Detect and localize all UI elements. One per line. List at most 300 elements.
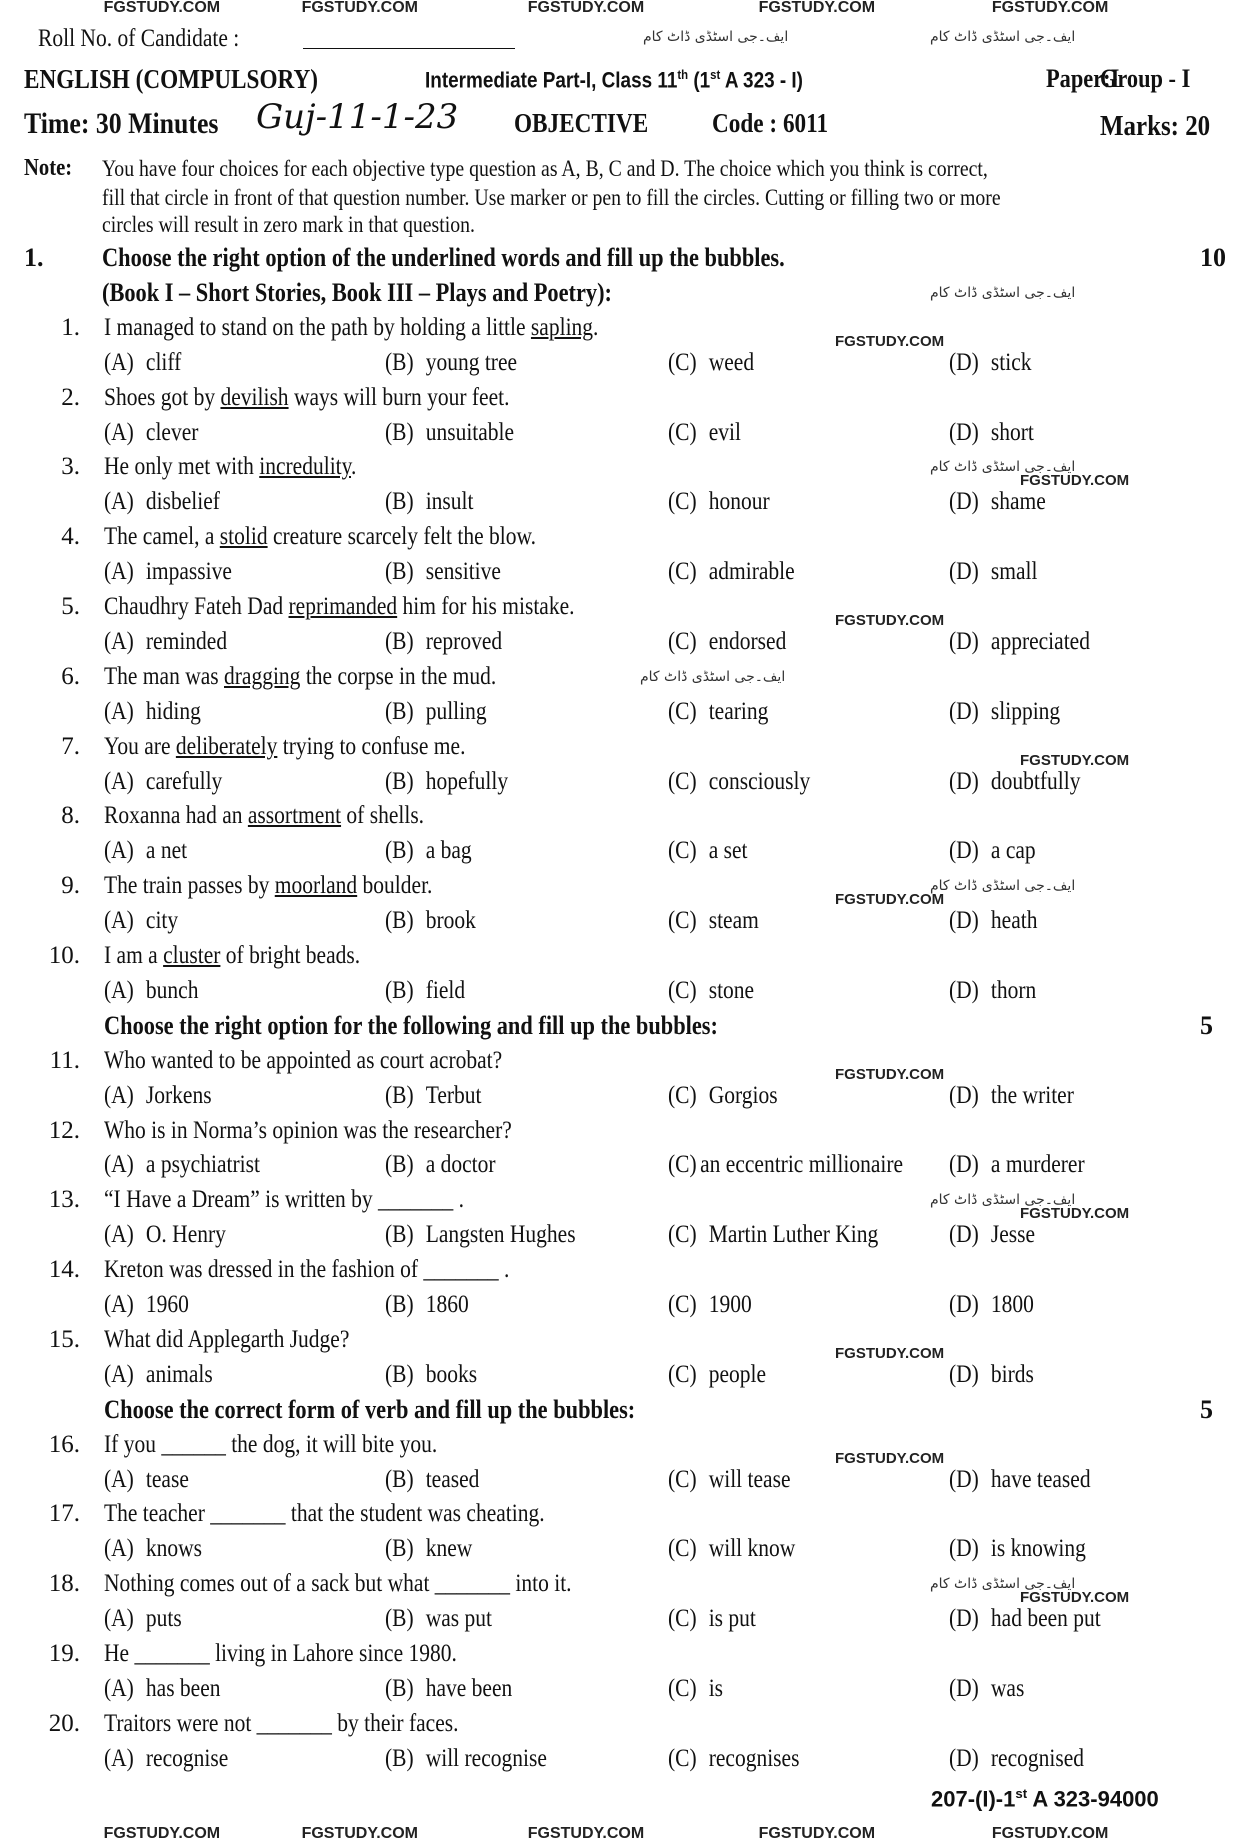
question-number: 17.: [48, 1500, 80, 1528]
answer-option[interactable]: [668, 1746, 821, 1771]
answer-option[interactable]: [668, 1083, 795, 1108]
question-text-post: .: [351, 453, 357, 481]
option-text: field: [425, 976, 466, 1004]
section-heading: [104, 1010, 818, 1040]
question-text-inner: [104, 454, 356, 479]
answer-option[interactable]: [104, 1606, 194, 1631]
answer-option[interactable]: [949, 908, 1052, 933]
option-text: recognises: [708, 1744, 800, 1772]
paper-code: Code : 6011: [712, 108, 829, 138]
section-heading-text: Choose the right option of the underlined words and fill up the bubbles.: [102, 243, 785, 272]
answer-option[interactable]: [104, 1362, 230, 1387]
question-text: [104, 1327, 389, 1352]
question-text-post: boulder.: [357, 872, 433, 900]
question-number: 15.: [48, 1325, 80, 1353]
subject-title: ENGLISH (COMPULSORY): [24, 64, 318, 94]
answer-option[interactable]: [949, 1083, 1094, 1108]
question-text-pre: He _______ living in Lahore since 1980.: [104, 1640, 457, 1667]
question-text-inner: [104, 315, 598, 340]
answer-option[interactable]: [104, 1222, 246, 1247]
answer-option[interactable]: [668, 559, 815, 584]
answer-option-inner: [949, 908, 1037, 933]
option-text: thorn: [990, 976, 1037, 1004]
answer-option[interactable]: [668, 978, 768, 1003]
option-text: people: [708, 1360, 767, 1388]
answer-option-inner: [385, 1467, 479, 1492]
answer-option-inner: [104, 489, 220, 514]
question-number: 7.: [61, 732, 80, 760]
option-label: (A): [104, 1291, 134, 1318]
option-label: (C): [668, 1535, 697, 1563]
answer-option[interactable]: [949, 1152, 1107, 1177]
answer-option[interactable]: [949, 1222, 1049, 1247]
option-label: (A): [104, 1151, 134, 1179]
answer-option[interactable]: [668, 699, 785, 724]
answer-option[interactable]: [949, 629, 1113, 654]
option-label: (C): [668, 767, 697, 795]
option-text: slipping: [990, 697, 1061, 725]
answer-option[interactable]: [668, 629, 806, 654]
section-heading: [104, 1394, 722, 1424]
option-text: 1900: [708, 1291, 752, 1318]
option-label: (C): [668, 488, 697, 516]
question-number: 13.: [48, 1186, 80, 1214]
answer-option[interactable]: [949, 1362, 1048, 1387]
question-number: 3.: [61, 453, 80, 481]
answer-option-inner: [385, 1606, 492, 1631]
option-text: recognised: [990, 1744, 1085, 1772]
answer-option-inner: [385, 629, 502, 654]
watermark-urdu: ایف۔جی اسٹڈی ڈاٹ کام: [930, 284, 1076, 301]
underlined-word: moorland: [274, 872, 358, 900]
answer-option[interactable]: [949, 559, 1052, 584]
question-number: 19.: [48, 1640, 80, 1667]
answer-option[interactable]: [385, 838, 486, 863]
answer-option-inner: [104, 1292, 189, 1317]
option-text: 1960: [145, 1291, 189, 1318]
answer-option[interactable]: [385, 1606, 509, 1631]
answer-option-inner: [104, 838, 187, 863]
answer-option-inner: [104, 1676, 221, 1701]
option-label: (B): [385, 558, 414, 586]
answer-option-inner: [104, 629, 227, 654]
underlined-word: incredulity: [259, 453, 352, 481]
answer-option[interactable]: [949, 978, 1051, 1003]
answer-option[interactable]: [104, 1536, 218, 1561]
answer-option[interactable]: [104, 1292, 203, 1317]
option-text: had been put: [990, 1605, 1101, 1633]
answer-option[interactable]: [668, 838, 760, 863]
roll-number-field[interactable]: [303, 48, 515, 49]
option-text: pulling: [425, 697, 487, 725]
option-label: (B): [385, 697, 414, 725]
answer-option[interactable]: [385, 699, 503, 724]
answer-option-inner: [668, 629, 786, 654]
answer-option[interactable]: [949, 1606, 1125, 1631]
option-label: (C): [668, 907, 697, 935]
answer-option[interactable]: [385, 1292, 482, 1317]
option-text: is knowing: [990, 1535, 1086, 1563]
question-text-post: of shells.: [341, 802, 425, 830]
answer-option[interactable]: [949, 838, 1050, 863]
answer-option-inner: [104, 699, 201, 724]
answer-option-inner: [668, 1222, 878, 1247]
answer-option[interactable]: [949, 769, 1102, 794]
option-label: (D): [949, 837, 979, 865]
question-text-inner: [104, 1048, 502, 1073]
question-text: [104, 315, 679, 340]
question-text-post: .: [593, 313, 599, 341]
answer-option-inner: [949, 1676, 1024, 1701]
option-label: (A): [104, 907, 134, 935]
option-label: (A): [104, 348, 134, 376]
answer-option-inner: [949, 629, 1090, 654]
answer-option[interactable]: [385, 978, 478, 1003]
answer-option-inner: [385, 1222, 576, 1247]
answer-option[interactable]: [385, 908, 491, 933]
option-label: (B): [385, 1535, 414, 1563]
answer-option[interactable]: [668, 489, 786, 514]
question-number: 9.: [61, 872, 80, 900]
option-text: Jorkens: [145, 1081, 212, 1109]
option-text: was put: [425, 1605, 492, 1633]
question-text-pre: The camel, a: [104, 523, 220, 551]
answer-option[interactable]: [949, 420, 1048, 445]
question-text-pre: Who wanted to be appointed as court acrobat?: [104, 1046, 503, 1074]
answer-option[interactable]: [104, 629, 247, 654]
option-label: (C): [668, 1151, 697, 1179]
option-text: have teased: [990, 1465, 1091, 1493]
option-text: cliff: [145, 348, 182, 376]
option-text: carefully: [145, 767, 223, 795]
answer-option-inner: [949, 838, 1036, 863]
answer-option-inner: [104, 1467, 189, 1492]
watermark-text: FGSTUDY.COM: [1020, 1205, 1130, 1223]
answer-option[interactable]: [104, 420, 214, 445]
watermark-text: FGSTUDY.COM: [835, 1344, 945, 1362]
option-label: (D): [949, 1360, 979, 1388]
question-text: [104, 1641, 514, 1666]
option-label: (B): [385, 1081, 414, 1109]
question-text-inner: [104, 1257, 509, 1282]
answer-option[interactable]: [385, 1222, 607, 1247]
answer-option-inner: [949, 699, 1060, 724]
question-text: [104, 1187, 523, 1212]
question-text: [104, 1711, 516, 1736]
option-label: (D): [949, 1744, 979, 1772]
answer-option-inner: [668, 1467, 790, 1492]
option-text: steam: [708, 907, 759, 935]
answer-option[interactable]: [949, 1676, 1037, 1701]
answer-option[interactable]: [949, 1746, 1106, 1771]
option-label: (B): [385, 488, 414, 516]
answer-option-inner: [668, 769, 810, 794]
answer-option[interactable]: [104, 559, 253, 584]
underlined-word: assortment: [247, 802, 342, 830]
answer-option[interactable]: [668, 1676, 732, 1701]
option-text: small: [990, 558, 1038, 586]
answer-option-inner: [668, 1536, 795, 1561]
answer-option-inner: [385, 769, 508, 794]
answer-option[interactable]: [385, 1746, 573, 1771]
section-heading-text: (Book I – Short Stories, Book III – Plays and Poetry):: [102, 277, 612, 307]
answer-option-inner: [385, 699, 487, 724]
answer-option[interactable]: [668, 1152, 941, 1177]
option-label: (B): [385, 1151, 414, 1179]
answer-option[interactable]: [668, 1606, 770, 1631]
option-label: (C): [668, 837, 697, 865]
question-text-pre: Who is in Norma’s opinion was the researcher?: [104, 1116, 512, 1144]
answer-option[interactable]: [949, 350, 1045, 375]
question-text: [104, 943, 402, 968]
question-text-pre: The train passes by: [104, 872, 275, 900]
option-label: (C): [668, 1360, 697, 1388]
option-label: (D): [949, 697, 979, 725]
question-number: 10.: [48, 942, 80, 969]
answer-option[interactable]: [104, 699, 217, 724]
question-text-post: him for his mistake.: [397, 593, 575, 620]
option-text: teased: [425, 1465, 480, 1493]
answer-option[interactable]: [385, 1676, 533, 1701]
question-text-pre: Roxanna had an: [104, 802, 248, 830]
question-text-inner: [104, 1118, 512, 1143]
option-text: 1800: [990, 1291, 1034, 1318]
answer-option[interactable]: [104, 489, 239, 514]
option-text: heath: [990, 907, 1038, 935]
answer-option-inner: [668, 1362, 766, 1387]
question-text-post: the corpse in the mud.: [300, 662, 497, 690]
answer-option-inner: [104, 1536, 202, 1561]
option-label: (C): [668, 976, 697, 1004]
answer-option[interactable]: [385, 1152, 514, 1177]
question-text: [104, 1501, 616, 1526]
question-text-pre: I am a: [104, 942, 164, 969]
underlined-word: devilish: [220, 383, 289, 411]
question-text-inner: [104, 734, 465, 759]
question-text-post: of bright beads.: [220, 942, 361, 969]
answer-option[interactable]: [385, 1362, 492, 1387]
question-text-post: ways will burn your feet.: [288, 383, 510, 411]
answer-option[interactable]: [668, 908, 774, 933]
answer-option-inner: [949, 1152, 1085, 1177]
question-text-pre: The man was: [104, 662, 225, 690]
time-allowed: Time: 30 Minutes: [24, 107, 219, 140]
answer-option[interactable]: [668, 1362, 782, 1387]
question-text: [104, 664, 560, 689]
option-text: a net: [145, 837, 188, 865]
answer-option[interactable]: [385, 1536, 486, 1561]
option-label: (D): [949, 907, 979, 935]
option-label: (D): [949, 1151, 979, 1179]
option-label: (A): [104, 1221, 134, 1249]
question-text-inner: [104, 943, 360, 968]
answer-option[interactable]: [104, 1083, 229, 1108]
answer-option-inner: [668, 908, 759, 933]
option-label: (B): [385, 837, 414, 865]
answer-option-inner: [104, 1152, 260, 1177]
answer-option[interactable]: [949, 1536, 1108, 1561]
question-text-inner: [104, 664, 496, 689]
answer-option[interactable]: [104, 1152, 285, 1177]
option-label: (B): [385, 1674, 414, 1702]
answer-option[interactable]: [668, 769, 833, 794]
answer-option-inner: [668, 1676, 723, 1701]
answer-option-inner: [668, 1083, 778, 1108]
answer-option[interactable]: [949, 1467, 1114, 1492]
option-text: is: [708, 1674, 724, 1702]
question-text: [104, 1257, 575, 1282]
answer-option[interactable]: [668, 1536, 816, 1561]
answer-option-inner: [385, 489, 473, 514]
answer-option-inner: [668, 838, 748, 863]
answer-option[interactable]: [949, 1292, 1048, 1317]
section-heading-text: Choose the right option for the following and fill up the bubbles:: [104, 1010, 718, 1040]
answer-option-inner: [668, 699, 768, 724]
option-text: disbelief: [145, 488, 220, 516]
answer-option[interactable]: [104, 978, 214, 1003]
answer-option[interactable]: [385, 559, 520, 584]
answer-option-inner: [668, 350, 754, 375]
option-text: a doctor: [425, 1151, 496, 1179]
paper-serial-code: 207-(I)-1st A 323-94000: [931, 1786, 1159, 1812]
option-text: will tease: [708, 1465, 791, 1493]
answer-option[interactable]: [104, 1467, 203, 1492]
option-label: (D): [949, 348, 979, 376]
answer-option-inner: [385, 559, 501, 584]
option-label: (B): [385, 1360, 414, 1388]
question-number: 1.: [24, 243, 44, 272]
option-text: stick: [990, 348, 1032, 376]
option-text: appreciated: [990, 627, 1090, 655]
option-text: sensitive: [425, 558, 501, 586]
answer-option-inner: [668, 489, 770, 514]
answer-option-inner: [385, 1083, 482, 1108]
answer-option-inner: [668, 1606, 756, 1631]
question-text-pre: He only met with: [104, 453, 260, 481]
question-number: 12.: [48, 1116, 80, 1144]
answer-option-inner: [385, 838, 472, 863]
answer-option[interactable]: [385, 489, 488, 514]
answer-option[interactable]: [668, 1467, 810, 1492]
answer-option-inner: [104, 908, 178, 933]
question-number: 20.: [48, 1709, 80, 1737]
answer-option-inner: [385, 1292, 469, 1317]
answer-option-inner: [949, 1222, 1035, 1247]
section-heading-text: Choose the correct form of verb and fill up the bubbles:: [104, 1394, 636, 1424]
option-label: (B): [385, 627, 414, 655]
option-text: hiding: [145, 697, 201, 725]
option-label: (C): [668, 627, 697, 655]
question-text-post: creature scarcely felt the blow.: [267, 523, 537, 551]
section-heading: [102, 277, 695, 307]
answer-option[interactable]: [385, 629, 521, 654]
answer-option[interactable]: [104, 350, 194, 375]
question-text-inner: [104, 803, 424, 828]
answer-option[interactable]: [104, 769, 242, 794]
option-text: bunch: [145, 976, 199, 1004]
watermark-text: FGSTUDY.COM: [835, 1449, 945, 1467]
option-label: (A): [104, 767, 134, 795]
option-text: an eccentric millionaire: [700, 1151, 904, 1179]
answer-option[interactable]: [385, 1467, 495, 1492]
answer-option[interactable]: [385, 769, 528, 794]
option-label: (D): [949, 1535, 979, 1563]
answer-option[interactable]: [104, 1746, 249, 1771]
option-label: (D): [949, 1221, 979, 1249]
watermark-text: FGSTUDY.COM: [758, 0, 876, 16]
watermark-urdu: ایف۔جی اسٹڈی ڈاٹ کام: [930, 459, 1076, 476]
question-text-pre: Kreton was dressed in the fashion of _______ .: [104, 1256, 510, 1284]
option-label: (C): [668, 418, 697, 446]
answer-option-inner: [104, 1746, 228, 1771]
answer-option[interactable]: [949, 489, 1062, 514]
answer-option[interactable]: [385, 420, 535, 445]
option-label: (A): [104, 1081, 134, 1109]
underlined-word: stolid: [219, 523, 268, 551]
option-label: (C): [668, 1744, 697, 1772]
watermark-urdu: ایف۔جی اسٹڈی ڈاٹ کام: [930, 1576, 1076, 1593]
option-text: will recognise: [425, 1744, 547, 1772]
answer-option[interactable]: [668, 350, 768, 375]
answer-option-inner: [949, 1083, 1074, 1108]
answer-option[interactable]: [104, 908, 190, 933]
option-label: (A): [104, 697, 134, 725]
option-text: stone: [708, 976, 755, 1004]
question-text: [104, 803, 476, 828]
option-label: (B): [385, 907, 414, 935]
answer-option[interactable]: [668, 1292, 765, 1317]
answer-option[interactable]: [104, 838, 201, 863]
option-text: endorsed: [708, 627, 787, 655]
option-text: honour: [708, 488, 770, 516]
answer-option-inner: [385, 350, 517, 375]
question-text: [104, 385, 576, 410]
option-label: (B): [385, 348, 414, 376]
answer-option-inner: [668, 1292, 752, 1317]
answer-option-inner: [668, 420, 741, 445]
question-text-inner: [104, 1187, 464, 1212]
answer-option[interactable]: [949, 699, 1078, 724]
option-text: a set: [708, 837, 748, 865]
question-number: 16.: [48, 1430, 80, 1458]
answer-option[interactable]: [385, 1083, 497, 1108]
watermark-text: FGSTUDY.COM: [103, 1825, 221, 1842]
watermark-text: FGSTUDY.COM: [835, 1065, 945, 1083]
answer-option[interactable]: [668, 420, 753, 445]
underlined-word: sapling: [530, 313, 594, 341]
note-label: Note:: [24, 155, 73, 181]
answer-option-inner: [104, 1606, 182, 1631]
answer-option[interactable]: [104, 1676, 240, 1701]
question-text-inner: [104, 385, 509, 410]
option-text: knew: [425, 1535, 473, 1563]
answer-option[interactable]: [385, 350, 539, 375]
option-text: has been: [145, 1674, 221, 1702]
option-label: (A): [104, 1465, 134, 1493]
watermark-text: FGSTUDY.COM: [527, 0, 645, 16]
option-text: Jesse: [990, 1221, 1036, 1249]
answer-option[interactable]: [668, 1222, 913, 1247]
question-text-pre: “I Have a Dream” is written by _______ .: [104, 1186, 465, 1214]
option-label: (B): [385, 767, 414, 795]
question-text: [104, 1118, 578, 1143]
option-label: (D): [949, 1465, 979, 1493]
question-text: [104, 594, 651, 619]
option-label: (A): [104, 1674, 134, 1702]
question-text: [104, 1571, 648, 1596]
paper-number: Paper:I: [1046, 64, 1120, 93]
answer-option-inner: [104, 1362, 213, 1387]
